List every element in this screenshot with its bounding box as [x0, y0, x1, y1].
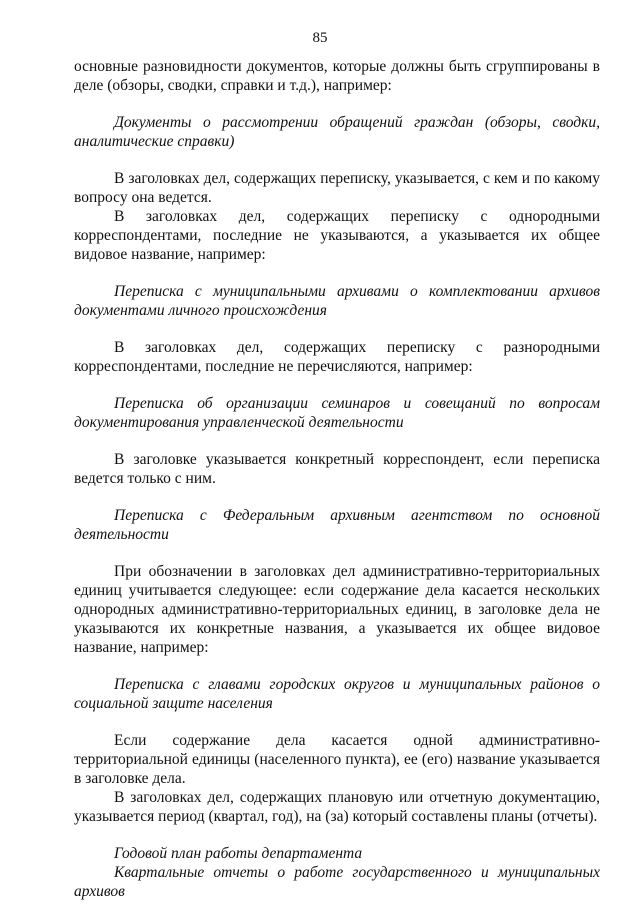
paragraph-correspondence: В заголовках дел, содержащих переписку, указывается, с кем и по какому вопросу она ведется. [74, 170, 600, 206]
example-seminars: Переписка об организации семинаров и совещаний по вопросам документирования управленческой деятельности [74, 395, 600, 431]
example-federal-agency: Переписка с Федеральным архивным агентством по основной деятельности [74, 507, 600, 543]
page-number: 85 [312, 30, 328, 46]
paragraph-intro: основные разновидности документов, которые должны быть сгруппированы в деле (обзоры, сводки, справки и т.д.), например: [74, 58, 600, 94]
paragraph-heterogeneous-correspondents: В заголовках дел, содержащих переписку с разнородными корреспондентами, последние не перечисляются, например: [74, 339, 600, 375]
page-body [74, 57, 600, 901]
example-municipal-archives: Переписка с муниципальными архивами о комплектовании архивов документами личного происхождения [74, 283, 600, 319]
example-citizen-appeals: Документы о рассмотрении обращений граждан (обзоры, сводки, аналитические справки) [74, 114, 600, 150]
example-annual-plan: Годовой план работы департамента [114, 845, 363, 862]
paragraph-territorial-units: При обозначении в заголовках дел административно-территориальных единиц учитывается следующее: если содержание дела касается нескольких однородных административно-территориальных единиц, в заголовке дела не указываются их конкретные названия, а указывается их общее видовое название, например: [74, 563, 600, 656]
example-quarterly-reports: Квартальные отчеты о работе государственного и муниципальных архивов [74, 864, 600, 900]
example-city-heads: Переписка с главами городских округов и муниципальных районов о социальной защите населения [74, 676, 600, 712]
paragraph-homogeneous-correspondents: В заголовках дел, содержащих переписку с однородными корреспондентами, последние не указываются, а указывается их общее видовое название, например: [74, 208, 600, 263]
paragraph-specific-correspondent: В заголовке указывается конкретный корреспондент, если переписка ведется только с ним. [74, 451, 600, 487]
paragraph-single-unit: Если содержание дела касается одной административно-территориальной единицы (населенного пункта), ее (его) название указывается в заголовке дела. [74, 732, 600, 787]
paragraph-planning-docs: В заголовках дел, содержащих плановую или отчетную документацию, указывается период (квартал, год), на (за) который составлены планы (отчеты). [74, 789, 600, 825]
